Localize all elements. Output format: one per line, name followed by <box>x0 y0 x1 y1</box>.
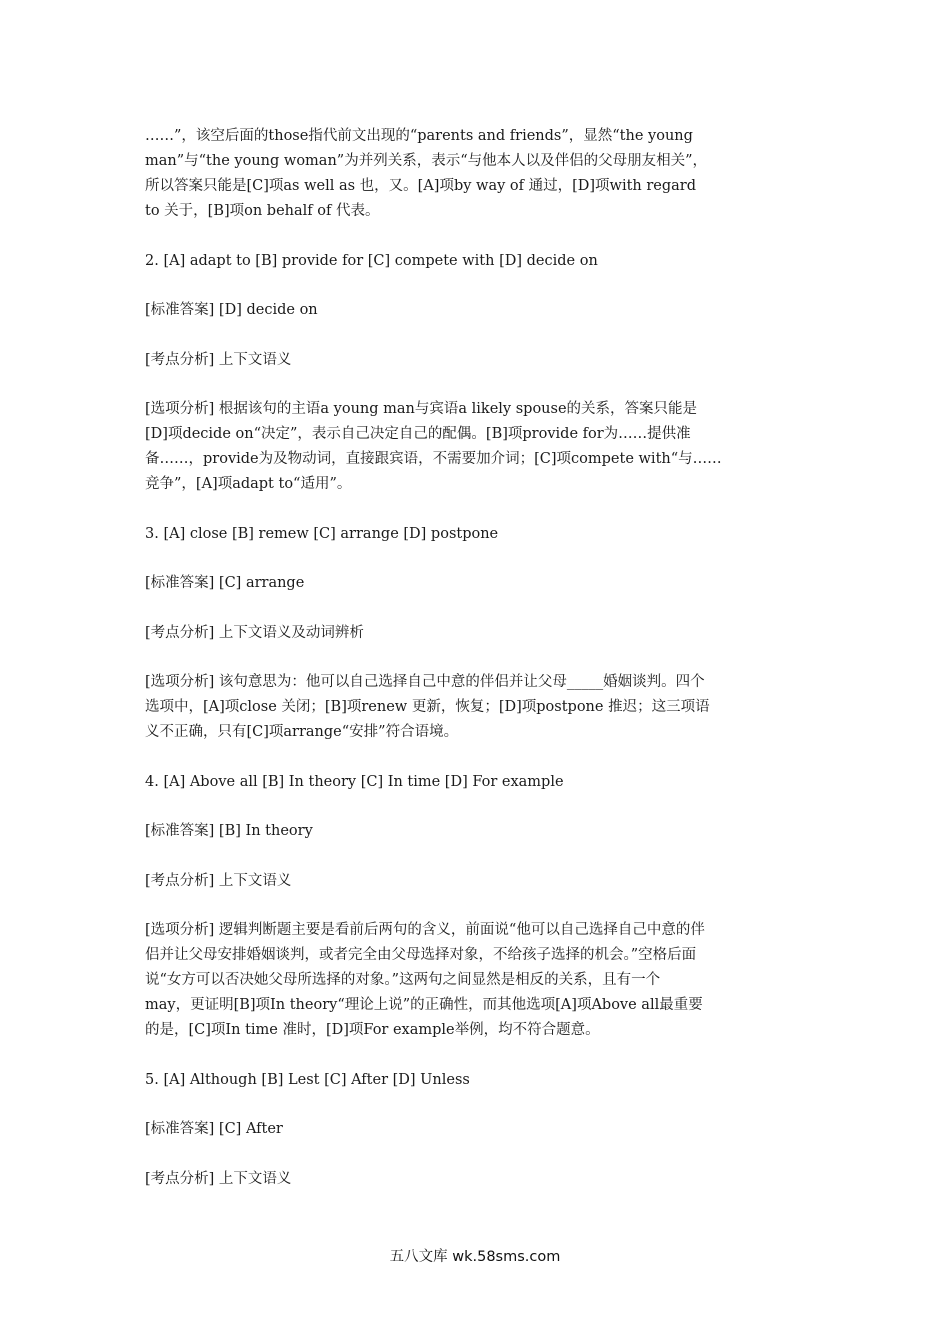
text-line: 说“女方可以否决她父母所选择的对象。”这两句之间显然是相反的关系，且有一个 <box>145 972 661 988</box>
text-line: [选项分析] 该句意思为：他可以自己选择自己中意的伴侣并让父母_____婚姻谈判。四个 <box>145 674 705 690</box>
text-line: [考点分析] 上下文语义 <box>145 872 292 889</box>
text-line: ……”，该空后面的those指代前文出现的“parents and friends”，显然“the young <box>145 128 693 144</box>
text-line: [标准答案] [D] decide on <box>145 302 318 318</box>
paragraph-continuation <box>145 124 807 224</box>
text-line: 备……，provide为及物动词，直接跟宾语，不需要加介词；[C]项compete with“与…… <box>145 451 722 467</box>
text-line: man”与“the young woman”为并列关系，表示“与他本人以及伴侣的父母朋友相关”， <box>145 153 708 169</box>
text-line: 4. [A] Above all [B] In theory [C] In time [D] For example <box>145 773 564 790</box>
question-4-options <box>145 770 807 795</box>
question-2-answer <box>145 298 807 323</box>
text-line: 3. [A] close [B] remew [C] arrange [D] postpone <box>145 525 499 542</box>
question-5-point <box>145 1167 807 1192</box>
question-4-answer <box>145 819 807 844</box>
text-line: 义不正确，只有[C]项arrange“安排”符合语境。 <box>145 724 459 740</box>
text-line: [考点分析] 上下文语义及动词辨析 <box>145 624 364 641</box>
text-line: 竞争”，[A]项adapt to“适用”。 <box>145 476 352 492</box>
question-3-answer <box>145 571 807 596</box>
question-2-options <box>145 249 807 274</box>
text-line: to 关于，[B]项on behalf of 代表。 <box>145 203 380 219</box>
text-line: [标准答案] [B] In theory <box>145 823 313 839</box>
text-line: [考点分析] 上下文语义 <box>145 1170 292 1187</box>
question-4-analysis <box>145 918 807 1043</box>
text-line: 所以答案只能是[C]项as well as 也，又。[A]项by way of 通过，[D]项with regard <box>145 178 697 194</box>
document-body <box>145 124 807 1216</box>
text-line: [考点分析] 上下文语义 <box>145 351 292 368</box>
text-line: may，更证明[B]项In theory“理论上说”的正确性，而其他选项[A]项Above all最重要 <box>145 997 703 1013</box>
question-5-options <box>145 1068 807 1093</box>
text-line: [D]项decide on“决定”，表示自己决定自己的配偶。[B]项provide for为……提供准 <box>145 426 691 442</box>
page-footer-watermark: 五八文库 wk.58sms.com <box>389 1249 561 1265</box>
text-line: [选项分析] 逻辑判断题主要是看前后两句的含义，前面说“他可以自己选择自己中意的伴 <box>145 922 705 938</box>
question-3-point <box>145 621 807 646</box>
question-3-options <box>145 522 807 547</box>
question-4-point <box>145 869 807 894</box>
question-2-analysis <box>145 397 807 497</box>
question-2-point <box>145 348 807 373</box>
text-line: 的是，[C]项In time 准时，[D]项For example举例，均不符合题意。 <box>145 1022 600 1038</box>
question-5-answer <box>145 1117 807 1142</box>
text-line: [选项分析] 根据该句的主语a young man与宾语a likely spouse的关系，答案只能是 <box>145 401 698 417</box>
text-line: 侣并让父母安排婚姻谈判，或者完全由父母选择对象，不给孩子选择的机会。”空格后面 <box>145 947 697 963</box>
text-line: [标准答案] [C] arrange <box>145 575 305 591</box>
text-line: 选项中，[A]项close 关闭；[B]项renew 更新，恢复；[D]项postpone 推迟；这三项语 <box>145 699 710 715</box>
text-line: [标准答案] [C] After <box>145 1121 283 1137</box>
question-3-analysis <box>145 670 807 745</box>
text-line: 5. [A] Although [B] Lest [C] After [D] Unless <box>145 1071 470 1088</box>
text-line: 2. [A] adapt to [B] provide for [C] compete with [D] decide on <box>145 252 598 269</box>
